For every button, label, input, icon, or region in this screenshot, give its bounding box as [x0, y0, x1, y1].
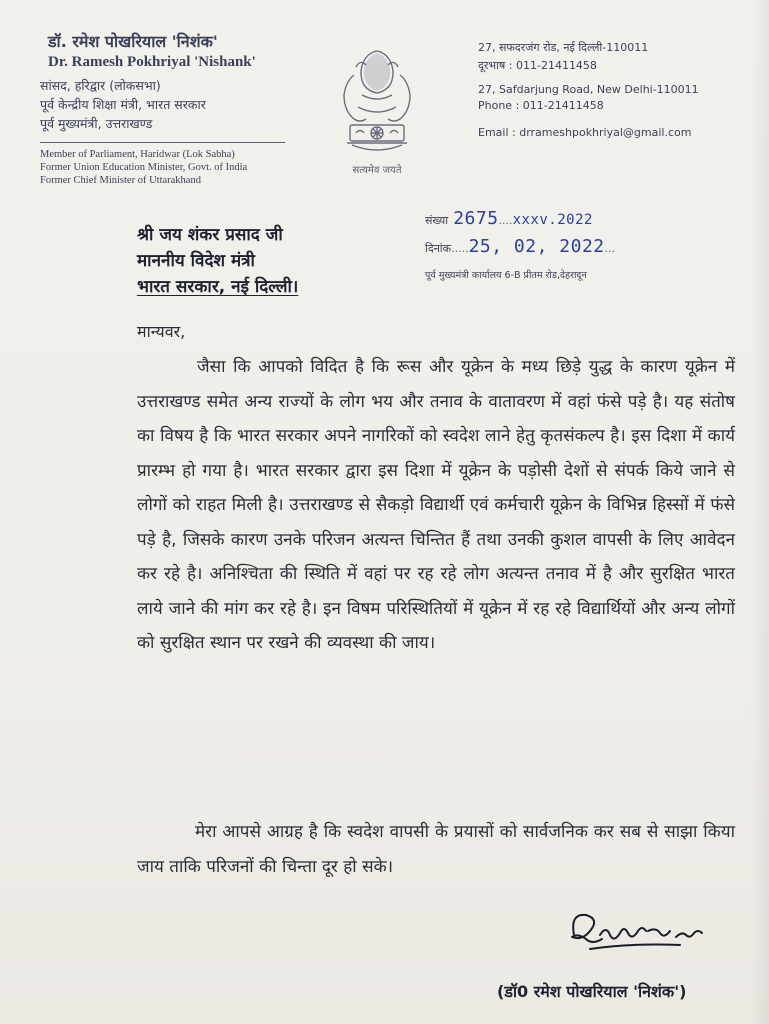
- page-shadow: [751, 0, 769, 1024]
- phone-english: Phone : 011-21411458: [478, 99, 604, 112]
- sender-title-english: Former Chief Minister of Uttarakhand: [40, 175, 201, 186]
- recipient-designation: माननीय विदेश मंत्री: [137, 251, 255, 271]
- reference-date-label: दिनांक: [425, 242, 452, 255]
- reference-date-value: 25, 02, 2022: [468, 236, 605, 257]
- email-address: Email : drrameshpokhriyal@gmail.com: [478, 126, 692, 139]
- reference-date-row: [425, 236, 755, 264]
- recipient-name: श्री जय शंकर प्रसाद जी: [137, 225, 283, 245]
- reference-dots: ....: [498, 214, 513, 227]
- reference-number-row: [425, 208, 755, 236]
- reference-block: [425, 208, 755, 281]
- sender-title-hindi: पूर्व केन्द्रीय शिक्षा मंत्री, भारत सरकार: [40, 97, 206, 112]
- address-english: 27, Safdarjung Road, New Delhi-110011: [478, 83, 699, 96]
- recipient-block: [137, 222, 298, 300]
- signatory-name: (डॉ0 रमेश पोखरियाल 'निशंक'): [497, 982, 687, 1001]
- address-hindi: 27, सफदरजंग रोड, नई दिल्ली-110011: [478, 41, 649, 54]
- national-emblem-icon: [332, 45, 422, 180]
- emblem-motto: सत्यमेव जयते: [352, 165, 402, 176]
- letterhead-left: [40, 30, 330, 188]
- handwritten-signature: [560, 905, 720, 965]
- reference-number-suffix: xxxv.2022: [512, 212, 593, 228]
- recipient-office: भारत सरकार, नई दिल्ली।: [137, 277, 299, 297]
- sender-name-hindi: डॉ. रमेश पोखरियाल 'निशंक': [48, 32, 218, 51]
- salutation: मान्यवर,: [137, 322, 186, 341]
- sender-title-hindi: सांसद, हरिद्वार (लोकसभा): [40, 78, 161, 93]
- sender-name-english: Dr. Ramesh Pokhriyal 'Nishank': [48, 54, 256, 70]
- office-address: पूर्व मुख्यमंत्री कार्यालय 6-B प्रीतम रोड,देहरादून: [425, 270, 587, 281]
- body-paragraph: मेरा आपसे आग्रह है कि स्वदेश वापसी के प्रयासों को सार्वजनिक कर सब से साझा किया जाय ताकि परिजनों की चिन्ता दूर हो सके।: [137, 822, 735, 877]
- sender-title-english: Former Union Education Minister, Govt. of India: [40, 162, 248, 173]
- reference-number-label: संख्या: [425, 214, 449, 227]
- reference-number-value: 2675: [453, 208, 499, 229]
- reference-dots: .....: [451, 242, 469, 255]
- sender-title-hindi: पूर्व मुख्यमंत्री, उत्तराखण्ड: [40, 116, 153, 131]
- letterhead-divider: [40, 142, 285, 143]
- body-paragraph: जैसा कि आपको विदित है कि रूस और यूक्रेन के मध्य छिड़े युद्ध के कारण यूक्रेन में उत्तराखण्ड समेत अन्य राज्यों के लोग भय और तनाव के वातावरण में वहां फंसे पड़े है। यह संतोष का विषय है कि भारत सरकार अपने नागरिकों को स्वदेश लाने हेतु कृतसंकल्प है। इस दिशा में कार्य प्रारम्भ हो गया है। भारत सरकार द्वारा इस दिशा में यूक्रेन के पड़ोसी देशों से संपर्क किये जाने से लोगों को राहत मिली है। उत्तराखण्ड से सैकड़ो विद्यार्थी एवं कर्मचारी यूक्रेन के विभिन्न हिस्सों में फंसे पड़े है, जिसके कारण उनके परिजन अत्यन्त चिन्तित हैं तथा उनकी कुशल वापसी के लिए आवेदन कर रहे है। अनिश्चिता की स्थिति में वहां पर रह रहे लोग अत्यन्त तनाव में है और सुरक्षित भारत लाये जाने की मांग कर रहे है। इन विषम परिस्थितियों में यूक्रेन में रह रहे विद्यार्थियों और अन्य लोगों को सुरक्षित स्थान पर रखने की व्यवस्था की जाय।: [137, 357, 735, 653]
- letterhead-right: [478, 40, 758, 142]
- phone-hindi: दूरभाष : 011-21411458: [478, 59, 597, 72]
- sender-title-english: Member of Parliament, Haridwar (Lok Sabha): [40, 149, 235, 160]
- reference-dots: ...: [604, 242, 616, 255]
